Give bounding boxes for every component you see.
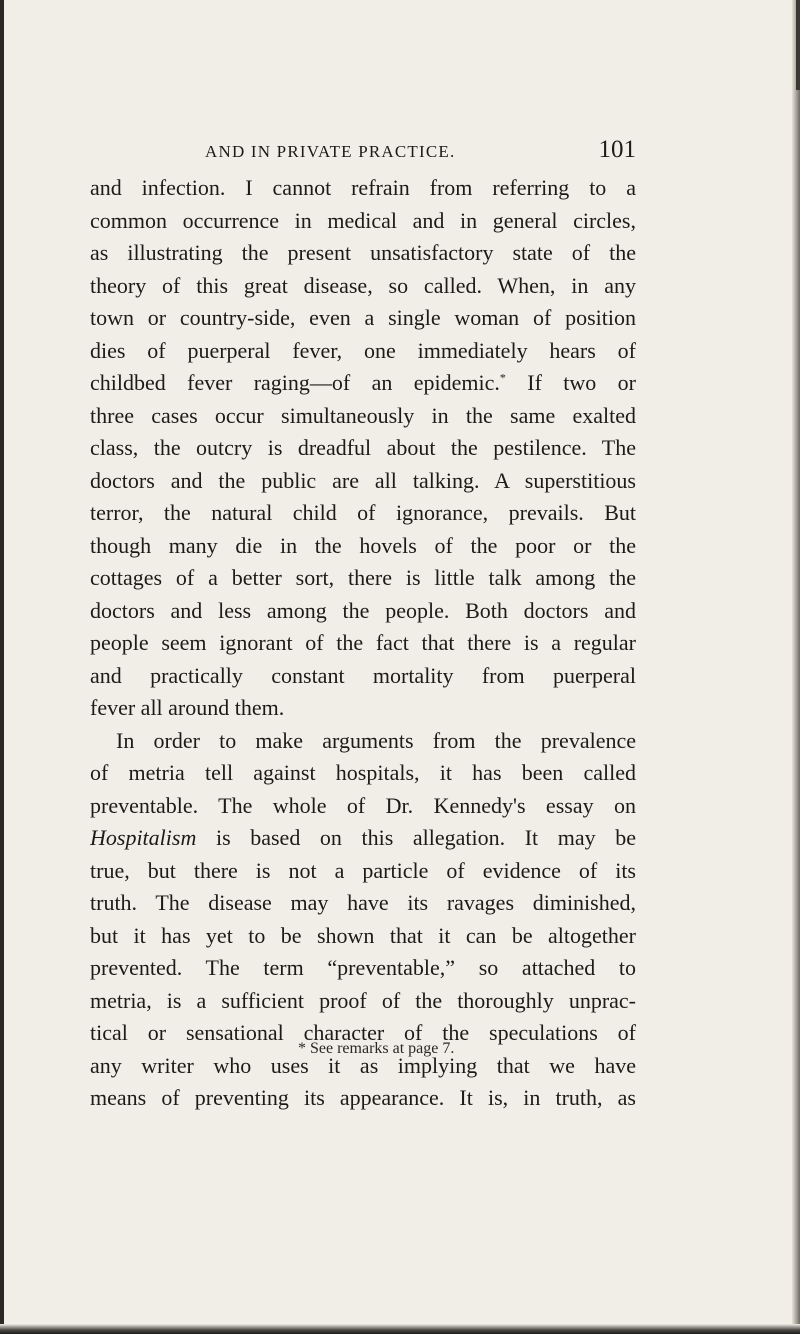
text-line: people seem ignorant of the fact that there is a regular — [90, 630, 636, 655]
text-line — [90, 822, 636, 855]
text-line: true, but there is not a particle of evidence of its — [90, 857, 636, 883]
text-line: truth. The disease may have its ravages diminished, — [90, 890, 636, 915]
footnote-reference: * — [499, 370, 506, 385]
text-line: of metria tell against hospitals, it has been called — [90, 760, 636, 785]
text-line: though many die in the hovels of the poor or the — [90, 532, 636, 558]
text-line: In order to make arguments from the prevalence — [116, 727, 636, 753]
text-line: three cases occur simultaneously in the same exalted — [90, 402, 636, 428]
text-line: doctors and the public are all talking. A superstitious — [90, 467, 636, 493]
text-line: preventable. The whole of Dr. Kennedy's essay on — [90, 792, 636, 818]
text-line: means of preventing its appearance. It is, in truth, as — [90, 1085, 636, 1110]
text-segment: If two or — [505, 370, 636, 395]
text-line: doctors and less among the people. Both doctors and — [90, 597, 636, 623]
text-line: as illustrating the present unsatisfactory state of the — [90, 240, 636, 265]
text-line: terror, the natural child of ignorance, prevails. But — [90, 500, 636, 525]
footnote: * See remarks at page 7. — [298, 1040, 455, 1057]
text-line: town or country-side, even a single woman of position — [90, 305, 636, 330]
body-text — [90, 172, 636, 1115]
text-line: tical or sensational character of the speculations of — [90, 1020, 636, 1045]
page-right-edge — [792, 0, 800, 1334]
text-line: fever all around them. — [90, 695, 285, 720]
text-line: and practically constant mortality from puerperal — [90, 662, 636, 688]
text-line: common occurrence in medical and in general circles, — [90, 207, 636, 233]
text-line: class, the outcry is dreadful about the pestilence. The — [90, 435, 636, 460]
text-line: but it has yet to be shown that it can be altogether — [90, 922, 636, 948]
page-left-edge — [0, 0, 4, 1334]
text-line: any writer who uses it as implying that we have — [90, 1052, 636, 1078]
text-line — [90, 367, 636, 400]
text-segment: is based on this allegation. It may be — [196, 825, 636, 850]
italic-title: Hospitalism — [90, 825, 197, 850]
page-right-edge-mark — [796, 0, 800, 90]
running-head: AND IN PRIVATE PRACTICE. — [205, 142, 456, 161]
page-header — [90, 136, 636, 166]
page-bottom-edge — [0, 1324, 800, 1334]
text-line: theory of this great disease, so called. When, in any — [90, 272, 636, 298]
text-segment: childbed fever raging—of an epidemic. — [90, 370, 500, 395]
text-line: prevented. The term “preventable,” so attached to — [90, 955, 636, 980]
text-line: metria, is a sufficient proof of the thoroughly unprac- — [90, 987, 636, 1013]
text-line: cottages of a better sort, there is little talk among the — [90, 565, 636, 590]
text-line: dies of puerperal fever, one immediately hears of — [90, 337, 636, 363]
text-line: and infection. I cannot refrain from referring to a — [90, 175, 636, 200]
page-number: 101 — [598, 136, 636, 163]
